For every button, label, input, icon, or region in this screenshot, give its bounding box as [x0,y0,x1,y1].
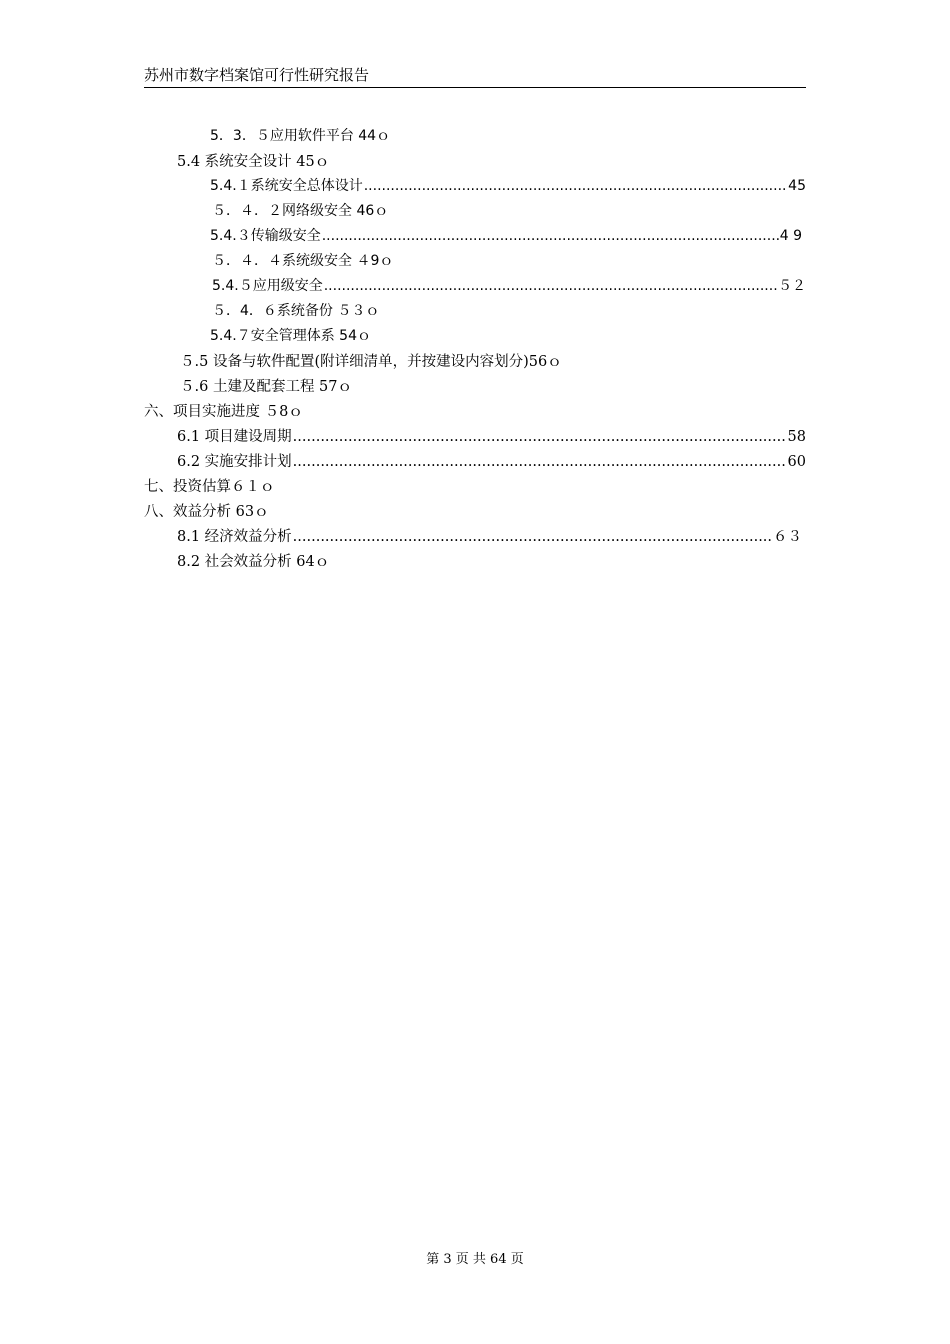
toc-entry-title: ５．4．６系统备份 ５３ [212,303,366,319]
toc-entry-marker: ｏ [314,554,330,570]
toc-entry-title: 8.2 社会效益分析 64 [177,554,315,570]
toc-leader-dots [293,429,787,445]
toc-entry-title: 八、效益分析 63 [144,504,255,520]
toc-entry[interactable] [144,400,544,424]
toc-entry-title: 5．3．５应用软件平台 44 [210,128,377,144]
toc-entry[interactable] [212,250,612,274]
toc-entry-marker: ｏ [376,128,391,144]
toc-entry[interactable] [144,500,544,524]
toc-entry-title: ５.6 土建及配套工程 57 [180,379,338,395]
toc-entry-marker: ｏ [379,253,394,269]
toc-leader-dots [364,178,787,194]
toc-entry[interactable] [180,350,680,374]
toc-entry-title: ５．４．４系统级安全 ４9 [212,253,380,269]
toc-entry-title: 5.4.３传输级安全 [210,228,321,244]
toc-entry[interactable] [210,175,806,199]
toc-leader-dots [293,529,772,545]
toc-entry-page: 4 9 [779,228,802,244]
toc-entry-title: 5.4 系统安全设计 45 [177,154,315,170]
toc-entry-title: 8.1 经济效益分析 [177,529,292,545]
toc-entry-marker: ｏ [288,404,303,420]
toc-entry[interactable] [212,275,806,299]
toc-entry-page: ５２ [778,278,806,294]
toc-entry[interactable] [212,300,612,324]
report-header-title: 苏州市数字档案馆可行性研究报告 [144,64,806,88]
toc-entry-marker: ｏ [374,203,389,219]
toc-entry-page: 58 [787,429,806,445]
toc-entry[interactable] [212,200,612,224]
toc-entry-page: 60 [787,454,806,470]
toc-entry-page: ６３ [773,529,802,545]
toc-entry-marker: ｏ [254,504,269,520]
toc-entry-title: 七、投资估算６１ [144,479,260,495]
toc-entry-title: 6.1 项目建设周期 [177,429,292,445]
toc-entry[interactable] [177,150,577,174]
toc-entry[interactable] [210,225,802,249]
toc-entry-marker: ｏ [314,154,330,170]
toc-entry[interactable] [177,425,806,449]
toc-entry[interactable] [210,325,610,349]
toc-entry-marker: ｏ [365,303,380,319]
toc-entry-title: ５．４．２网络级安全 46 [212,203,375,219]
toc-entry[interactable] [177,550,577,574]
toc-entry[interactable] [177,525,802,549]
toc-entry-title: 六、项目实施进度 ５8 [144,404,289,420]
toc-entry-title: 6.2 实施安排计划 [177,454,292,470]
toc-entry-title: 5.4.５应用级安全 [212,278,323,294]
toc-entry-title: ５.5 设备与软件配置(附详细清单，并按建设内容划分)56 [180,354,548,370]
toc-leader-dots [322,228,779,244]
toc-entry[interactable] [177,450,806,474]
toc-entry-page: 45 [788,178,806,194]
toc-leader-dots [324,278,777,294]
toc-entry-marker: ｏ [356,328,371,344]
toc-entry-title: 5.4.７安全管理体系 54 [210,328,357,344]
toc-entry-marker: ｏ [547,354,562,370]
toc-entry-marker: ｏ [260,479,275,495]
toc-leader-dots [293,454,787,470]
toc-entry-marker: ｏ [337,379,353,395]
toc-entry-title: 5.4.１系统安全总体设计 [210,178,363,194]
toc-entry[interactable] [180,375,580,399]
toc-entry[interactable] [210,125,610,149]
page-footer: 第 3 页 共 64 页 [426,1252,524,1267]
toc-entry[interactable] [144,475,544,499]
